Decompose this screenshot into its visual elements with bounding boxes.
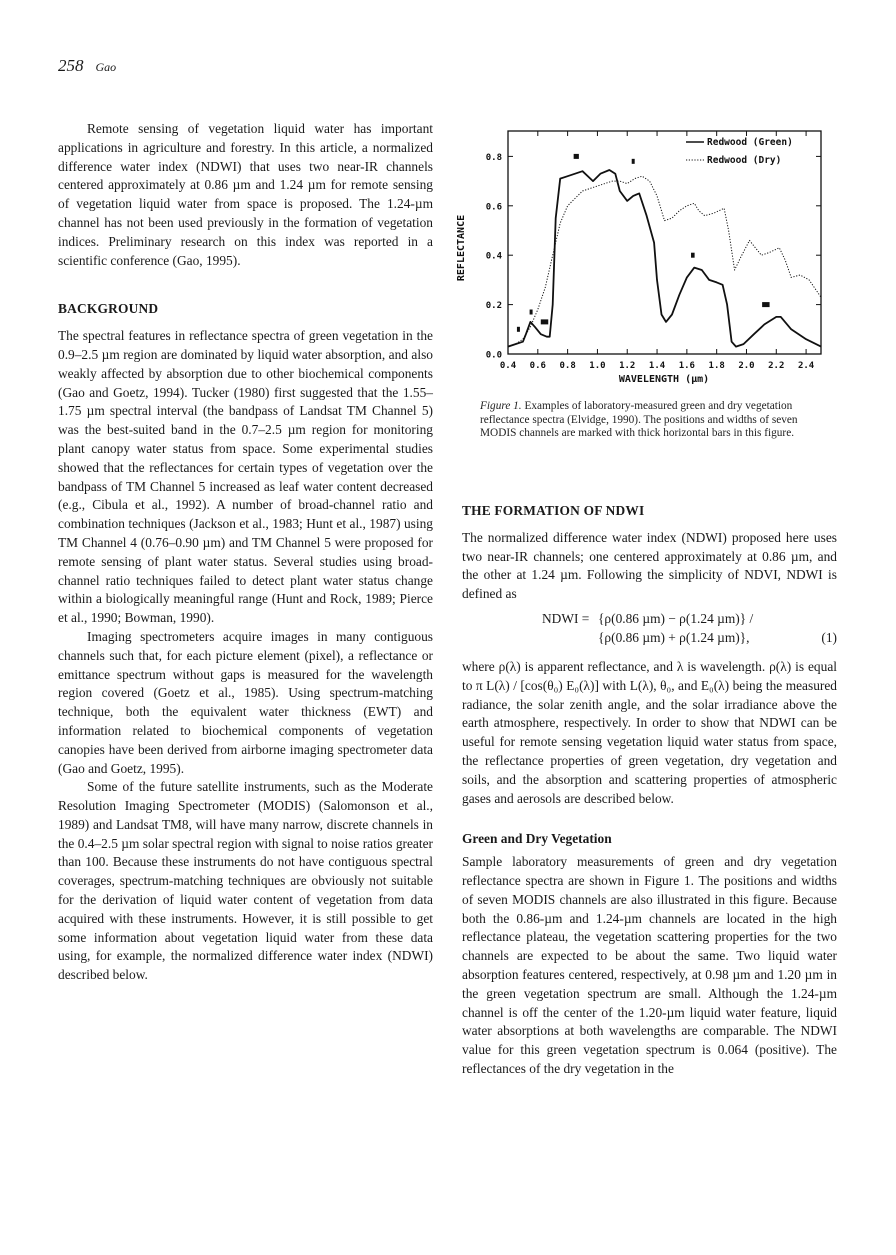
vegetation-subheading: Green and Dry Vegetation [462,831,612,847]
y-tick-label: 0.0 [485,350,502,361]
legend-label: Redwood (Green) [707,137,793,148]
background-paragraph-3: Some of the future satellite instruments, such as the Moderate Resolution Imaging Spectrometer (MODIS) (Salomonson et al., 1989) and Landsat TM8, will have many narrow, discrete channels in the 0.4–2.5 µm solar spectral region with signal to noise ratios greater than 100. Because these instruments do not have contiguous spectral coverages, spectrum-matching techniques are obviously not suitable for the derivation of liquid water content of vegetation from data acquired with these instruments. However, it is still possible to get some information about vegetation liquid water from these data using, for example, the normalized difference water index (NDWI) described below. [58,779,433,983]
background-heading: BACKGROUND [58,301,159,317]
y-tick-label: 0.2 [485,301,502,312]
intro-paragraph: Remote sensing of vegetation liquid water has important applications in agriculture and forestry. In this article, a normalized difference water index (NDWI) that uses two near-IR channels centered approximately at 0.86 µm and 1.24 µm for remote sensing of vegetation liquid water from space is proposed. The 1.24-µm channel has not been used previously in the formation of vegetation indices. Preliminary research on this index was reported in a scientific conference (Gao, 1995). [58,121,433,268]
equation-lhs: NDWI = [542,610,590,626]
x-tick-label: 1.2 [619,361,636,371]
x-axis-label: WAVELENGTH (µm) [618,374,710,385]
x-tick-label: 1.0 [589,361,606,371]
running-head-author: Gao [95,60,117,74]
equation-denominator: {ρ(0.86 µm) + ρ(1.24 µm)}, [598,629,750,645]
modis-channel-bar [762,302,769,307]
figure-label: Figure 1. [480,400,522,412]
legend-label: Redwood (Dry) [707,155,782,166]
x-tick-label: 1.8 [708,361,725,371]
x-tick-label: 1.6 [678,361,695,371]
green-spectrum-line [508,170,821,347]
ndwi-equation [462,610,837,650]
y-axis-label: REFLECTANCE [456,214,467,282]
plot-area [486,131,821,371]
modis-channel-bar [574,154,579,159]
caption-text: Examples of laboratory-measured green and dry vegetation reflectance spectra (Elvidge, 1990). The positions and widths of seven MODIS channels are marked with thick horizontal bars in this figure. [480,400,798,440]
modis-channel-bar [691,253,695,258]
figure-caption [480,400,810,441]
modis-channel-bar [541,319,548,324]
x-tick-label: 0.4 [499,361,517,371]
modis-channel-bar [632,159,635,164]
background-paragraph-2: Imaging spectrometers acquire images in many contiguous channels such that, for each picture element (pixel), a reflectance or emittance spectrum without gaps is measured for the wavelength region covered (Goetz et al., 1985). Using spectrum-matching technique, both the equivalent water thickness (EWT) and information related to biochemical components of vegetation canopies have been derived from airborne imaging spectrometer data (Gao and Goetz, 1995). [58,628,433,776]
vegetation-paragraph-1: Sample laboratory measurements of green and dry vegetation reflectance spectra are shown in Figure 1. The positions and widths of seven MODIS channels are also illustrated in this figure. Because both the 0.86-µm and 1.24-µm channels are located in the high reflectance plateau, the vegetation scattering properties for the two channels are expected to be about the same. Two liquid water absorption features centered, respectively, at 0.98 µm and 1.20 µm in the green vegetation spectrum are small. Although the 1.24-µm channel is off the center of the 1.20-µm liquid water feature, liquid water absorptions at both wavelengths are comparable. The NDWI value for this green vegetation spectrum is 0.064 (positive). The reflectances of the dry vegetation in the [462,854,837,1076]
figure-1 [450,120,840,390]
x-tick-label: 2.2 [768,361,785,371]
background-paragraph-1: The spectral features in reflectance spectra of green vegetation in the 0.9–2.5 µm region are dominated by liquid water absorption, and also weakly affected by absorption due to other biochemical components (Gao and Goetz, 1994). Tucker (1980) first suggested that the 1.55–1.75 µm spectral interval (the bandpass of Landsat TM Channel 5) was the best-suited band in the 0.7–2.5 µm region for monitoring plant canopy water status from space. Some experimental studies showed that the reflectances for certain types of vegetation over the bandpass of TM Channel 5 increased as leaf water content decreased (e.g., Cibula et al., 1992). A number of broad-channel ratio and combination techniques (Jackson et al., 1983; Hunt et al., 1987) using TM Channel 4 (0.76–0.90 µm) and TM Channel 5 were proposed for remote sensing of plant water status. Several studies using broad-channel ratio techniques failed to detect plant water status change within a biologically meaningful range (Hunt and Rock, 1989; Pierce et al., 1990; Bowman, 1990). [58,328,433,626]
x-tick-label: 0.6 [529,361,546,371]
x-tick-label: 2.4 [797,361,815,371]
page-header [58,56,116,76]
y-tick-label: 0.8 [485,152,502,163]
y-tick-label: 0.6 [485,202,502,213]
chart-legend [686,137,793,166]
reflectance-chart [450,120,840,390]
equation-number: (1) [821,629,837,645]
modis-channel-bar [530,310,533,315]
formation-paragraph-2: where ρ(λ) is apparent reflectance, and λ is wavelength. ρ(λ) is equal to π L(λ) / [cos(θ₀) E₀(λ)] with L(λ), θ₀, and E₀(λ) being the measured radiance, the solar zenith angle, and the solar irradiance above the earth atmosphere, respectively. In order to show that NDWI can be useful for remote sensing vegetation liquid water status from space, the reflectance properties of green vegetation, dry vegetation and soils, and the absorption and scattering properties of atmospheric gases and aerosols are described below. [462,658,837,806]
x-tick-label: 2.0 [738,361,755,371]
modis-channel-bar [517,327,520,332]
x-tick-label: 1.4 [648,361,666,371]
equation-numerator: {ρ(0.86 µm) − ρ(1.24 µm)} / [598,610,754,626]
formation-heading: THE FORMATION OF NDWI [462,503,645,518]
page-number: 258 [58,56,84,75]
axis-ticks [486,131,821,371]
formation-paragraph-1: The normalized difference water index (NDWI) proposed here uses two near-IR channels; one centered approximately at 0.86 µm, and the other at 1.24 µm. Following the simplicity of NDVI, NDWI is defined as [462,529,837,602]
x-tick-label: 0.8 [559,361,576,371]
curves [508,170,821,347]
left-column [58,120,433,985]
y-tick-label: 0.4 [485,251,502,262]
right-column [462,502,837,1079]
